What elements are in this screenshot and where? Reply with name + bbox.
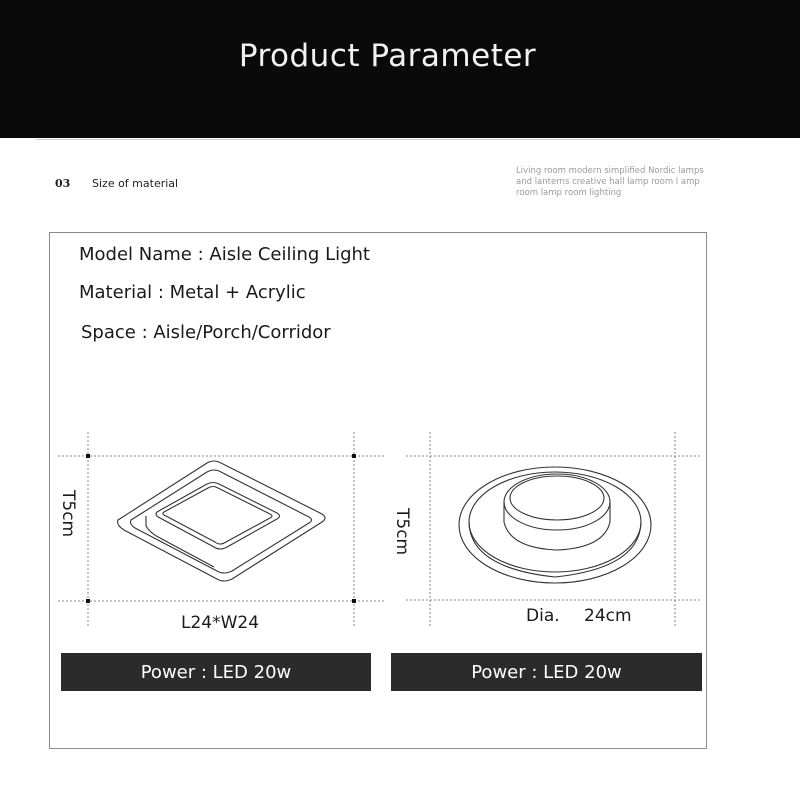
round-power-label: Power : LED 20w — [471, 661, 622, 683]
square-size-label: L24*W24 — [181, 613, 260, 633]
round-dia-value: 24cm — [584, 606, 632, 626]
page-title: Product Parameter — [238, 38, 537, 74]
spec-material: Material : Metal + Acrylic — [79, 282, 306, 303]
round-power-bar — [391, 653, 702, 691]
spec-space: Space : Aisle/Porch/Corridor — [81, 322, 331, 343]
square-power-label: Power : LED 20w — [140, 661, 292, 683]
section-number: 03 — [55, 177, 71, 190]
round-dia-prefix: Dia. — [526, 606, 560, 626]
tagline: Living room modern simplified Nordic lamps and lanterns creative hall lamp room l amp room lamp room lighting — [516, 166, 704, 198]
square-power-bar — [61, 653, 371, 691]
square-height-label: T5cm — [58, 490, 78, 538]
spec-model: Model Name : Aisle Ceiling Light — [79, 244, 370, 265]
square-lamp-shape — [118, 461, 325, 581]
round-lamp-shape — [459, 467, 651, 583]
square-lamp-guides — [58, 432, 386, 628]
section-label: Size of material — [92, 177, 179, 190]
round-height-label: T5cm — [392, 508, 412, 556]
